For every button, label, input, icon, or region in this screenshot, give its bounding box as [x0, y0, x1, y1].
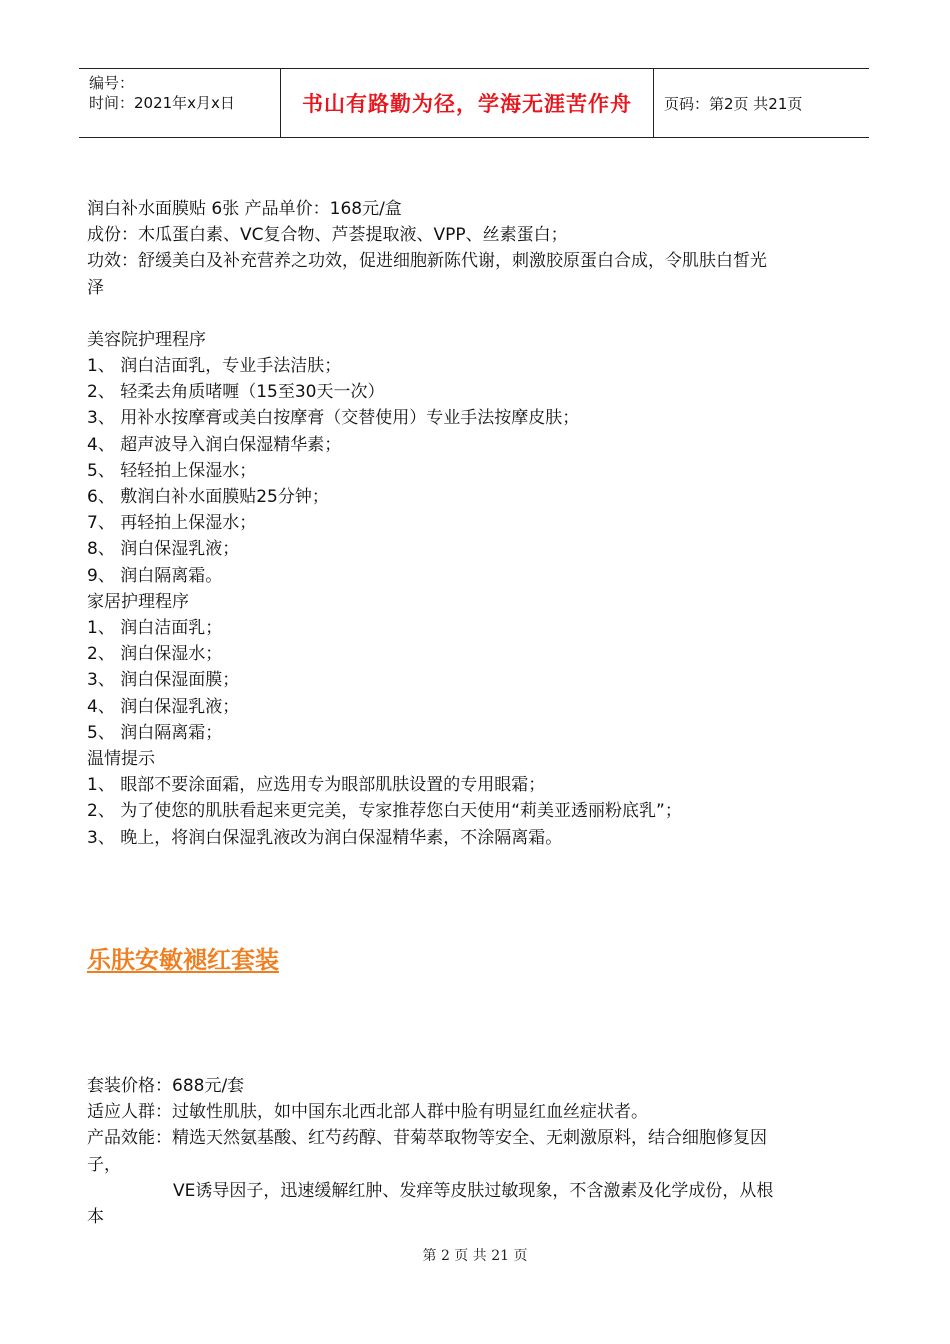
- section-heading-soothing-set: 乐肤安敏褪红套装: [87, 946, 279, 974]
- salon-step: 7、 再轻拍上保湿水；: [87, 513, 257, 534]
- product-line: 润白补水面膜贴 6张 产品单价：168元/盒: [87, 199, 402, 219]
- efficacy-line: VE诱导因子，迅速缓解红肿、发痒等皮肤过敏现象，不含激素及化学成份，从根: [173, 1180, 774, 1201]
- home-step: 5、 润白隔离霜；: [87, 722, 223, 743]
- header-page-number: 页码：第2页 共21页: [664, 94, 803, 113]
- salon-step: 3、 用补水按摩膏或美白按摩膏（交替使用）专业手法按摩皮肤；: [87, 408, 580, 429]
- salon-step: 9、 润白隔离霜。: [87, 565, 223, 586]
- target-audience: 适应人群：过敏性肌肤，如中国东北西北部人群中脸有明显红血丝症状者。: [87, 1102, 648, 1123]
- ingredients-line: 成份：木瓜蛋白素、VC复合物、芦荟提取液、VPP、丝素蛋白；: [87, 225, 568, 246]
- page-footer: 第 2 页 共 21 页: [422, 1248, 528, 1264]
- header-time: 时间：2021年x月x日: [89, 94, 235, 112]
- page-header: [79, 68, 869, 138]
- spacer: [87, 301, 867, 327]
- tips-title: 温情提示: [87, 749, 155, 770]
- salon-step: 8、 润白保湿乳液；: [87, 539, 240, 560]
- home-procedure-title: 家居护理程序: [87, 591, 189, 612]
- efficacy-line: 子，: [87, 1154, 121, 1175]
- home-step: 2、 润白保湿水；: [87, 644, 223, 665]
- salon-step: 4、 超声波导入润白保湿精华素；: [87, 434, 342, 455]
- header-motto: 书山有路勤为径，学海无涯苦作舟: [281, 69, 654, 137]
- salon-procedure-title: 美容院护理程序: [87, 329, 206, 350]
- efficacy-line: 本: [87, 1207, 104, 1228]
- header-meta: [79, 69, 281, 137]
- salon-step: 1、 润白洁面乳，专业手法洁肤；: [87, 356, 342, 377]
- salon-step: 6、 敷润白补水面膜贴25分钟；: [87, 487, 329, 508]
- salon-step: 2、 轻柔去角质啫喱（15至30天一次）: [87, 382, 385, 403]
- section-moisturizing-mask: [87, 196, 867, 851]
- tip-item: 2、 为了使您的肌肤看起来更完美，专家推荐您白天使用“莉美亚透丽粉底乳”；: [87, 801, 682, 822]
- home-step: 1、 润白洁面乳；: [87, 618, 223, 639]
- home-step: 3、 润白保湿面膜；: [87, 670, 240, 691]
- salon-step: 5、 轻轻拍上保湿水；: [87, 460, 257, 481]
- effect-line: 功效：舒缓美白及补充营养之功效，促进细胞新陈代谢，刺激胶原蛋白合成，令肌肤白皙光: [87, 251, 767, 272]
- section-soothing-set: [87, 1073, 867, 1230]
- set-price: 套装价格：688元/套: [87, 1076, 245, 1096]
- header-number: 编号：: [89, 74, 135, 92]
- home-step: 4、 润白保湿乳液；: [87, 696, 240, 717]
- tip-item: 3、 晚上，将润白保湿乳液改为润白保湿精华素，不涂隔离霜。: [87, 827, 563, 848]
- effect-line-cont: 泽: [87, 277, 104, 298]
- efficacy-line: 产品效能：精选天然氨基酸、红芍药醇、苷菊萃取物等安全、无刺激原料，结合细胞修复因: [87, 1128, 767, 1149]
- tip-item: 1、 眼部不要涂面霜，应选用专为眼部肌肤设置的专用眼霜；: [87, 775, 546, 796]
